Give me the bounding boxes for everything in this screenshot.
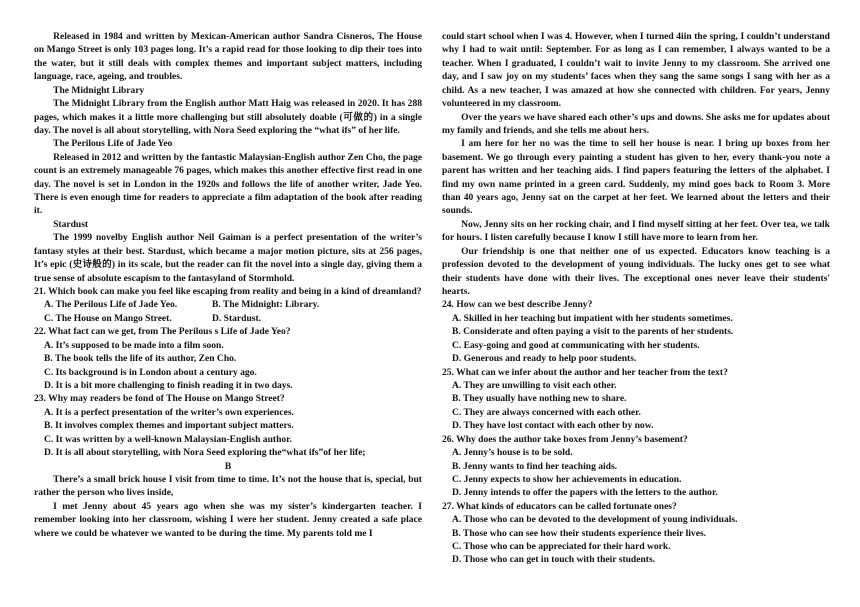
left-column <box>34 30 422 607</box>
passage-stardust: The 1999 novelby English author Neil Gaiman is a perfect presentation of the writer’s fantasy styles at their best. Stardust, which became a major motion picture, sits at 256 pages, It’s epic (史诗般的) in its scale, but the reader can fit the novel into a single day, giving them a true sense of absolute escapism to the fantasyland of Stormhold. <box>34 232 422 284</box>
heading-midnight-library: The Midnight Library <box>53 84 145 96</box>
option-23-d: D. It is all about storytelling, with Nora Seed exploring the“what ifs”of her life; <box>44 447 366 459</box>
right-column <box>442 30 830 607</box>
option-21-c: C. The House on Mango Street. <box>44 312 172 324</box>
passage-midnight-library: The Midnight Library from the English author Matt Haig was released in 2020. It has 288 pages, which makes it a little more challenging but still absolutely doable (可做的) in a single day. The novel is all about storytelling, with Nora Seed exploring the “what ifs” of her life. <box>34 98 422 136</box>
passage-b-paragraph-2: I met Jenny about 45 years ago when she was my sister’s kindergarten teacher. I remember looking into her classroom, wishing I were her student. Jenny created a safe place where we could be whatever we wanted to be during the time. My parents told me I <box>34 500 422 539</box>
option-21-d: D. Stardust. <box>212 312 262 324</box>
passage-mango-street: Released in 1984 and written by Mexican-American author Sandra Cisneros, The House on Mango Street is only 103 pages long. It’s a rapid read for those looking to dip their toes into the water, but it still deals with complex themes and important subject matters, including language, race, ageing, and troubles. <box>34 31 422 83</box>
question-21-options-row-1 <box>34 298 422 311</box>
option-26-a: A. Jenny’s house is to be sold. <box>452 447 573 459</box>
option-24-a: A. Skilled in her teaching but impatient with her students sometimes. <box>452 312 733 324</box>
question-21: 21. Which book can make you feel like escaping from reality and being in a kind of dreamland? <box>34 286 422 298</box>
option-25-d: D. They have lost contact with each other by now. <box>452 420 654 432</box>
option-22-d: D. It is a bit more challenging to finish reading it in two days. <box>44 379 293 391</box>
option-26-d: D. Jenny intends to offer the papers with the letters to the author. <box>452 487 718 499</box>
option-22-a: A. It’s supposed to be made into a film soon. <box>44 339 224 351</box>
option-23-a: A. It is a perfect presentation of the writer’s own experiences. <box>44 406 294 418</box>
option-25-a: A. They are unwilling to visit each other. <box>452 379 617 391</box>
option-21-b: B. The Midnight: Library. <box>212 299 320 311</box>
option-27-b: B. Those who can see how their students experience their lives. <box>452 527 707 539</box>
option-27-c: C. Those who can be appreciated for their hard work. <box>452 541 671 553</box>
option-24-c: C. Easy-going and good at communicating with her students. <box>452 339 700 351</box>
question-24: 24. How can we best describe Jenny? <box>442 299 593 311</box>
passage-perilous-life: Released in 2012 and written by the fantastic Malaysian-English author Zen Cho, the page count is an extremely manageable 76 pages, which makes this another effective first read in one day. The novel is set in London in the 1920s and follows the life of another writer, Jade Yeo. There is even enough time for readers to appreciate a film adaptation of the book after reading it. <box>34 151 422 217</box>
passage-b-paragraph-5: Now, Jenny sits on her rocking chair, and I find myself sitting at her feet. Over tea, we talk for hours. I listen carefully because I know I still have more to learn from her. <box>442 218 830 244</box>
passage-b-paragraph-1: There’s a small brick house I visit from time to time. It’s not the house that is, special, but rather the person who lives inside, <box>34 473 422 499</box>
question-22: 22. What fact can we get, from The Perilous s Life of Jade Yeo? <box>34 326 291 338</box>
option-25-c: C. They are always concerned with each other. <box>452 406 641 418</box>
question-27: 27. What kinds of educators can be called fortunate ones? <box>442 500 677 512</box>
question-21-options-row-2 <box>34 312 422 325</box>
question-25: 25. What can we infer about the author and her teacher from the text? <box>442 366 728 378</box>
option-25-b: B. They usually have nothing new to share. <box>452 393 627 405</box>
option-26-b: B. Jenny wants to find her teaching aids. <box>452 460 618 472</box>
heading-stardust: Stardust <box>53 218 89 230</box>
option-23-c: C. It was written by a well-known Malaysian-English author. <box>44 433 292 445</box>
passage-b-paragraph-4: I am here for her no was the time to sell her house is near. I bring up boxes from her basement. We go through every painting a student has given to her, every thank-you note a parent has written and her teaching aids. I find papers featuring the letters of the alphabet. I find my own name printed in a green card. Suddenly, my mind goes back to Room 3. More than 40 years ago, Jenny sat on the carpet at her feet. We learned about the letters and their sounds. <box>442 138 830 217</box>
heading-perilous-life: The Perilous Life of Jade Yeo <box>53 138 173 150</box>
option-21-a: A. The Perilous Life of Jade Yeo. <box>44 299 178 311</box>
option-22-c: C. Its background is in London about a century ago. <box>44 366 257 378</box>
passage-b-paragraph-2-cont: could start school when I was 4. However, when I turned 4iin the spring, I couldn’t understand why I had to wait until: September. For as long as I can remember, I always wanted to be a teacher. When I graduated, I couldn’t wait to invite Jenny to my classroom. She arrived one day, and I saw joy on my students’ faces when they sang the same songs I sang with her as a child. As a new teacher, I was amazed at how she connected with children. For years, Jenny volunteered in my classroom. <box>442 31 830 110</box>
option-24-b: B. Considerate and often paying a visit to the parents of her students. <box>452 326 734 338</box>
question-26: 26. Why does the author take boxes from Jenny’s basement? <box>442 433 688 445</box>
question-23: 23. Why may readers be fond of The House on Mango Street? <box>34 393 285 405</box>
option-24-d: D. Generous and ready to help poor students. <box>452 353 637 365</box>
option-22-b: B. The book tells the life of its author, Zen Cho. <box>44 353 237 365</box>
section-b-heading: B <box>224 460 232 472</box>
passage-b-paragraph-6: Our friendship is one that neither one of us expected. Educators know teaching is a profession devoted to the development of young individuals. The lucky ones get to see what their students have done with their lives. The exceptional ones never leave their students' hearts. <box>442 245 830 298</box>
option-27-d: D. Those who can get in touch with their students. <box>452 554 656 566</box>
option-27-a: A. Those who can be devoted to the development of young individuals. <box>452 514 738 526</box>
option-23-b: B. It involves complex themes and important subject matters. <box>44 420 294 432</box>
option-26-c: C. Jenny expects to show her achievements in education. <box>452 473 682 485</box>
passage-b-paragraph-3: Over the years we have shared each other’s ups and downs. She asks me for updates about my family and friends, and she tells me about hers. <box>442 111 830 136</box>
